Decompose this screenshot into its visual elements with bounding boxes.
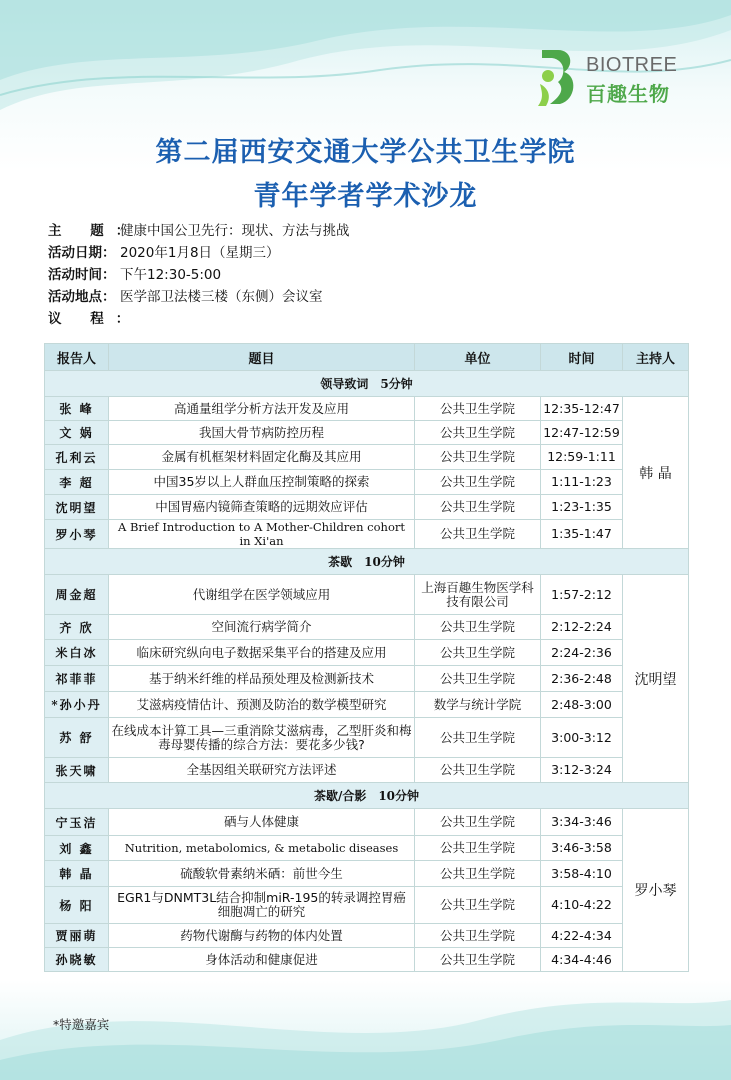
logo-text-cn: 百趣生物 <box>586 82 670 106</box>
session-title: 茶歇 10分钟 <box>45 549 689 575</box>
table-row <box>45 575 689 615</box>
speaker-name: 祁菲菲 <box>45 666 109 692</box>
talk-topic: A Brief Introduction to A Mother-Children cohort in Xi'an <box>109 520 415 549</box>
speaker-unit: 公共卫生学院 <box>415 861 541 887</box>
info-date <box>48 242 688 264</box>
session-title: 领导致词 5分钟 <box>45 371 689 397</box>
talk-time: 1:11-1:23 <box>541 470 623 495</box>
talk-topic: 我国大骨节病防控历程 <box>109 421 415 445</box>
talk-topic: 中国胃癌内镜筛查策略的远期效应评估 <box>109 495 415 520</box>
table-row <box>45 861 689 887</box>
table-header-row <box>45 344 689 371</box>
speaker-name: 罗小琴 <box>45 520 109 549</box>
talk-topic: EGR1与DNMT3L结合抑制miR-195的转录调控胃癌细胞凋亡的研究 <box>109 887 415 924</box>
speaker-unit: 公共卫生学院 <box>415 836 541 861</box>
info-time <box>48 264 688 286</box>
session-row <box>45 371 689 397</box>
header-speaker: 报告人 <box>45 344 109 371</box>
speaker-name: 杨 阳 <box>45 887 109 924</box>
talk-time: 12:47-12:59 <box>541 421 623 445</box>
speaker-name: *孙小丹 <box>45 692 109 718</box>
speaker-unit: 公共卫生学院 <box>415 666 541 692</box>
talk-time: 3:12-3:24 <box>541 758 623 783</box>
session-row <box>45 549 689 575</box>
speaker-unit: 公共卫生学院 <box>415 445 541 470</box>
talk-time: 1:57-2:12 <box>541 575 623 615</box>
talk-time: 2:48-3:00 <box>541 692 623 718</box>
talk-time: 4:34-4:46 <box>541 948 623 972</box>
table-row <box>45 445 689 470</box>
talk-topic: 身体活动和健康促进 <box>109 948 415 972</box>
date-label: 活动日期： <box>48 245 116 261</box>
speaker-unit: 公共卫生学院 <box>415 948 541 972</box>
talk-time: 3:58-4:10 <box>541 861 623 887</box>
speaker-name: 周金超 <box>45 575 109 615</box>
agenda-table <box>44 343 689 972</box>
speaker-unit: 公共卫生学院 <box>415 758 541 783</box>
header-time: 时间 <box>541 344 623 371</box>
table-row <box>45 495 689 520</box>
info-theme <box>48 220 688 242</box>
talk-time: 12:59-1:11 <box>541 445 623 470</box>
speaker-name: 张天啸 <box>45 758 109 783</box>
header-unit: 单位 <box>415 344 541 371</box>
session-title: 茶歇/合影 10分钟 <box>45 783 689 809</box>
speaker-unit: 公共卫生学院 <box>415 495 541 520</box>
table-row <box>45 666 689 692</box>
table-row <box>45 887 689 924</box>
page-title-line1: 第二届西安交通大学公共卫生学院 <box>155 137 576 168</box>
talk-topic: 高通量组学分析方法开发及应用 <box>109 397 415 421</box>
speaker-name: 苏 舒 <box>45 718 109 758</box>
speaker-unit: 公共卫生学院 <box>415 718 541 758</box>
speaker-name: 宁玉洁 <box>45 809 109 836</box>
talk-topic: 药物代谢酶与药物的体内处置 <box>109 924 415 948</box>
speaker-name: 孙晓敏 <box>45 948 109 972</box>
talk-time: 2:24-2:36 <box>541 640 623 666</box>
biotree-logo-icon <box>536 48 580 108</box>
date-value: 2020年1月8日（星期三） <box>120 245 280 261</box>
talk-topic: 硒与人体健康 <box>109 809 415 836</box>
talk-topic: 空间流行病学简介 <box>109 615 415 640</box>
speaker-name: 米白冰 <box>45 640 109 666</box>
table-row <box>45 809 689 836</box>
table-row <box>45 421 689 445</box>
speaker-unit: 数学与统计学院 <box>415 692 541 718</box>
talk-time: 1:35-1:47 <box>541 520 623 549</box>
talk-time: 2:36-2:48 <box>541 666 623 692</box>
table-row <box>45 924 689 948</box>
talk-time: 3:34-3:46 <box>541 809 623 836</box>
place-label: 活动地点： <box>48 289 116 305</box>
info-agenda <box>48 308 688 330</box>
talk-topic: 艾滋病疫情估计、预测及防治的数学模型研究 <box>109 692 415 718</box>
talk-topic: 临床研究纵向电子数据采集平台的搭建及应用 <box>109 640 415 666</box>
talk-time: 3:00-3:12 <box>541 718 623 758</box>
table-row <box>45 758 689 783</box>
speaker-unit: 公共卫生学院 <box>415 887 541 924</box>
talk-time: 3:46-3:58 <box>541 836 623 861</box>
bottom-wave-decoration <box>0 970 731 1080</box>
table-row <box>45 640 689 666</box>
session-host: 韩 晶 <box>623 397 689 549</box>
talk-topic: 全基因组关联研究方法评述 <box>109 758 415 783</box>
speaker-unit: 上海百趣生物医学科技有限公司 <box>415 575 541 615</box>
session-host: 罗小琴 <box>623 809 689 972</box>
speaker-name: 文 娲 <box>45 421 109 445</box>
agenda-label: 议 程： <box>48 311 142 327</box>
page-title-line2: 青年学者学术沙龙 <box>253 181 478 212</box>
theme-value: 健康中国公卫先行：现状、方法与挑战 <box>120 223 350 239</box>
table-row <box>45 520 689 549</box>
speaker-unit: 公共卫生学院 <box>415 397 541 421</box>
speaker-name: 张 峰 <box>45 397 109 421</box>
header-topic: 题目 <box>109 344 415 371</box>
table-row <box>45 692 689 718</box>
time-value: 下午12:30-5:00 <box>120 267 222 283</box>
speaker-unit: 公共卫生学院 <box>415 470 541 495</box>
speaker-unit: 公共卫生学院 <box>415 421 541 445</box>
talk-time: 4:10-4:22 <box>541 887 623 924</box>
time-label: 活动时间： <box>48 267 116 283</box>
table-row <box>45 615 689 640</box>
speaker-unit: 公共卫生学院 <box>415 520 541 549</box>
speaker-name: 刘 鑫 <box>45 836 109 861</box>
info-place <box>48 286 688 308</box>
table-row <box>45 718 689 758</box>
table-row <box>45 948 689 972</box>
speaker-name: 韩 晶 <box>45 861 109 887</box>
talk-time: 2:12-2:24 <box>541 615 623 640</box>
speaker-unit: 公共卫生学院 <box>415 809 541 836</box>
speaker-unit: 公共卫生学院 <box>415 615 541 640</box>
speaker-unit: 公共卫生学院 <box>415 640 541 666</box>
talk-time: 12:35-12:47 <box>541 397 623 421</box>
agenda-body <box>45 371 689 972</box>
footnote: *特邀嘉宾 <box>53 1017 110 1032</box>
header-host: 主持人 <box>623 344 689 371</box>
table-row <box>45 836 689 861</box>
biotree-logo <box>536 48 686 110</box>
place-value: 医学部卫法楼三楼（东侧）会议室 <box>120 289 323 305</box>
event-info <box>48 220 688 330</box>
speaker-name: 贾丽萌 <box>45 924 109 948</box>
session-row <box>45 783 689 809</box>
talk-topic: 基于纳米纤维的样品预处理及检测新技术 <box>109 666 415 692</box>
logo-text-en: BIOTREE <box>586 54 678 76</box>
table-row <box>45 470 689 495</box>
talk-topic: 硫酸软骨素纳米硒：前世今生 <box>109 861 415 887</box>
speaker-name: 李 超 <box>45 470 109 495</box>
talk-topic: 代谢组学在医学领域应用 <box>109 575 415 615</box>
talk-topic: 中国35岁以上人群血压控制策略的探索 <box>109 470 415 495</box>
theme-label: 主 题： <box>48 223 142 239</box>
speaker-name: 齐 欣 <box>45 615 109 640</box>
talk-topic: 在线成本计算工具—三重消除艾滋病毒，乙型肝炎和梅毒母婴传播的综合方法：要花多少钱? <box>109 718 415 758</box>
speaker-name: 孔利云 <box>45 445 109 470</box>
talk-topic: 金属有机框架材料固定化酶及其应用 <box>109 445 415 470</box>
speaker-name: 沈明望 <box>45 495 109 520</box>
talk-topic: Nutrition, metabolomics, & metabolic diseases <box>109 836 415 861</box>
session-host: 沈明望 <box>623 575 689 783</box>
talk-time: 1:23-1:35 <box>541 495 623 520</box>
speaker-unit: 公共卫生学院 <box>415 924 541 948</box>
talk-time: 4:22-4:34 <box>541 924 623 948</box>
table-row <box>45 397 689 421</box>
